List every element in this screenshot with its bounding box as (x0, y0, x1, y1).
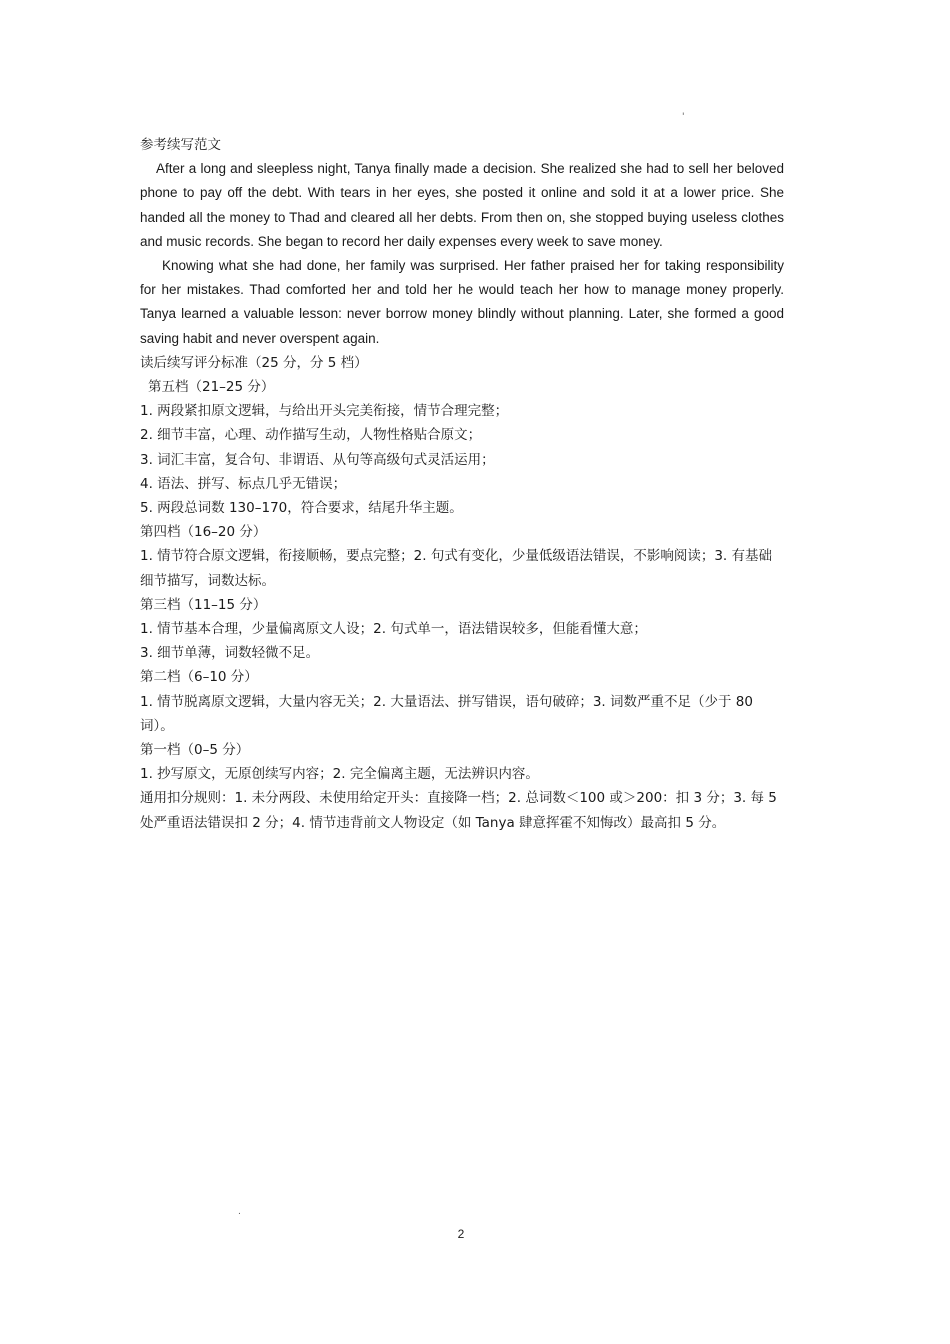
page-number: 2 (457, 1227, 465, 1241)
level5-item-5: 5. 两段总词数 130–170，符合要求，结尾升华主题。 (140, 500, 463, 517)
section-title: 参考续写范文 (140, 137, 221, 153)
page-content (140, 133, 784, 835)
essay-paragraph-1: After a long and sleepless night, Tanya finally made a decision. She realized she had to sell her beloved phone to pay off the debt. With tears in her eyes, she posted it online and sold it at a lower price. She handed all the money to Thad and cleared all her debts. From then on, she stopped buying useless clothes and music records. She began to record her daily expenses every week to save money. (140, 161, 784, 249)
level4-heading: 第四档（16–20 分） (140, 524, 267, 541)
level5-item-3: 3. 词汇丰富，复合句、非谓语、从句等高级句式灵活运用； (140, 451, 495, 468)
level5-item-2: 2. 细节丰富，心理、动作描写生动，人物性格贴合原文； (140, 427, 482, 444)
deduction-rules: 通用扣分规则：1. 未分两段、未使用给定开头：直接降一档；2. 总词数＜100 或＞200：扣 3 分；3. 每 5 处严重语法错误扣 2 分；4. 情节违背前文人物设定（如 Tanya 肆意挥霍不知悔改）最高扣 5 分。 (140, 790, 777, 831)
level1-heading: 第一档（0–5 分） (140, 742, 250, 759)
level4-text: 1. 情节符合原文逻辑，衔接顺畅，要点完整；2. 句式有变化，少量低级语法错误，不影响阅读；3. 有基础细节描写，词数达标。 (140, 548, 773, 589)
level1-text: 1. 抄写原文，无原创续写内容；2. 完全偏离主题，无法辨识内容。 (140, 766, 539, 783)
level3-heading: 第三档（11–15 分） (140, 596, 267, 613)
level3-line-2: 3. 细节单薄，词数轻微不足。 (140, 645, 320, 662)
header-mark: ' (682, 112, 685, 122)
level5-item-1: 1. 两段紧扣原文逻辑，与给出开头完美衔接，情节合理完整； (140, 403, 509, 420)
level2-text: 1. 情节脱离原文逻辑，大量内容无关；2. 大量语法、拼写错误，语句破碎；3. 词数严重不足（少于 80 词）。 (140, 693, 753, 734)
level5-item-4: 4. 语法、拼写、标点几乎无错误； (140, 475, 347, 492)
level5-heading: 第五档（21–25 分） (148, 379, 275, 396)
level3-line-1: 1. 情节基本合理，少量偏离原文人设；2. 句式单一，语法错误较多，但能看懂大意； (140, 621, 647, 638)
footer-mark: . (238, 1207, 241, 1217)
essay-paragraph-2: Knowing what she had done, her family was surprised. Her father praised her for taking responsibility for her mistakes. Thad comforted her and told her he would teach her how to manage money properly. Tanya learned a valuable lesson: never borrow money blindly without planning. Later, she formed a good saving habit and never overspent again. (140, 258, 784, 346)
rubric-title: 读后续写评分标准（25 分，分 5 档） (140, 354, 368, 371)
level2-heading: 第二档（6–10 分） (140, 669, 258, 686)
